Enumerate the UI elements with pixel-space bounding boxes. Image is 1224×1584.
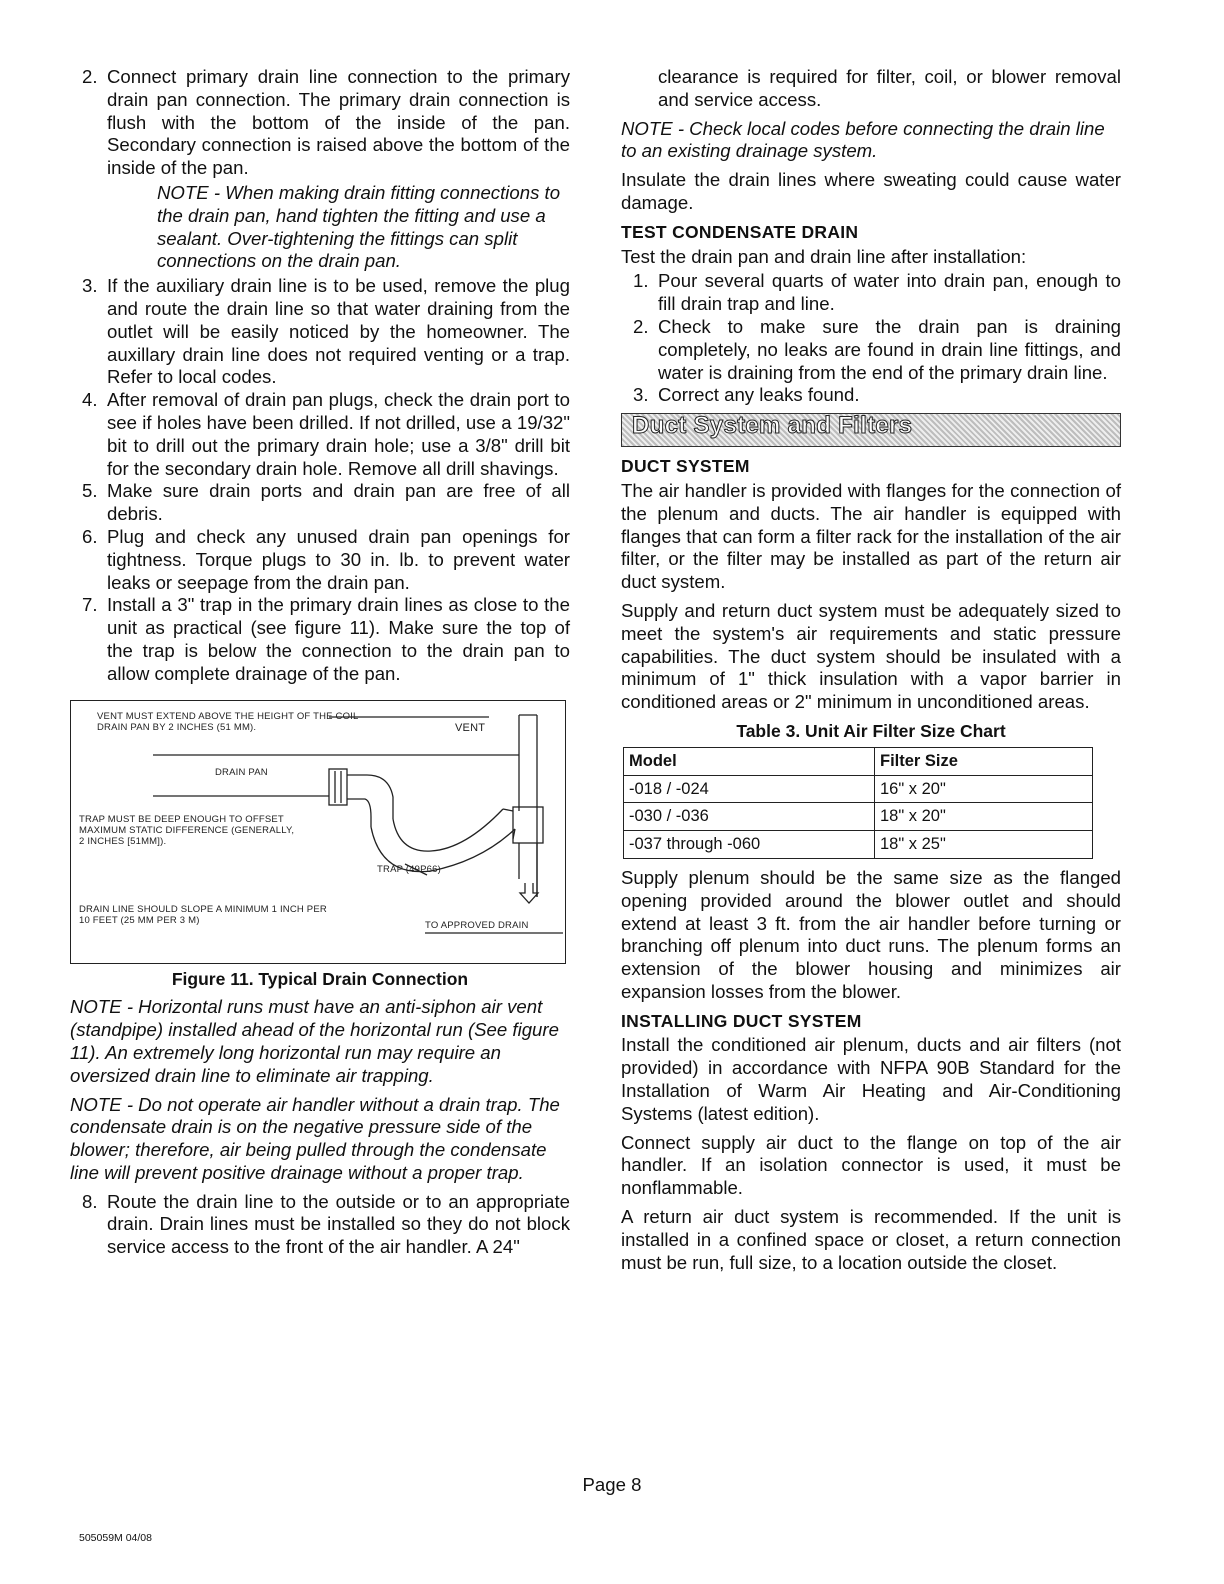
install-paragraph-2: Connect supply air duct to the flange on top of the air handler. If an isolation connector is used, it must be nonflammable. (621, 1131, 1121, 1199)
section-banner (621, 413, 1121, 447)
section-banner-title: Duct System and Filters (632, 412, 913, 440)
list-item: 5. Make sure drain ports and drain pan are free of all debris. (82, 480, 570, 525)
step-text: Check to make sure the drain pan is draining completely, no leaks are found in drain line fittings, and water is draining from the end of the primary drain line. (658, 315, 1121, 383)
step-text: If the auxiliary drain line is to be used, remove the plug and route the drain line so that water draining from the outlet will be easily noticed by the homeowner. The auxillary drain line does not required venting or a trap. Refer to local codes. (107, 275, 570, 388)
fitting-note: NOTE - When making drain fitting connections to the drain pan, hand tighten the fitting and use a sealant. Over-tightening the fittings can split connections on the drain pan. (157, 181, 561, 272)
install-paragraph-1: Install the conditioned air plenum, ducts and air filters (not provided) in accordance with NFPA 90B Standard for the Installation of Warm Air Heating and Air-Conditioning Systems (latest edition). (621, 1034, 1121, 1124)
step-8-continuation: clearance is required for filter, coil, or blower removal and service access. (658, 66, 1121, 110)
install-steps-list-continued (70, 1191, 570, 1259)
list-item: 3. If the auxiliary drain line is to be used, remove the plug and route the drain line so that water draining from the outlet will be easily noticed by the homeowner. The auxillary drain line does not required venting or a trap. Refer to local codes. (82, 275, 570, 388)
test-intro: Test the drain pan and drain line after installation: (621, 245, 1027, 267)
plenum-paragraph: Supply plenum should be the same size as the flanged opening provided around the blower outlet and should extend at least 3 ft. from the air handler before turning or branching off plenum into duct runs. The plenum forms an extension of the blower housing and minimizes air expansion losses from the blower. (621, 866, 1121, 1002)
vent-note-line-1: VENT MUST EXTEND ABOVE THE HEIGHT OF THE COIL (97, 710, 359, 722)
column-header-filter-size: Filter Size (875, 747, 1093, 775)
tee-fitting (513, 807, 543, 843)
insulate-paragraph: Insulate the drain lines where sweating could cause water damage. (621, 169, 1121, 213)
list-item: 4. After removal of drain pan plugs, check the drain port to see if holes have been drilled. If not drilled, use a 19/32" bit to drill out the primary drain hole; use a 3/8" drill bit for the secondary drain hole. Remove all drill shavings. (82, 389, 570, 479)
step-text: Make sure drain ports and drain pan are free of all debris. (107, 480, 570, 525)
page-number: Page 8 (582, 1474, 642, 1495)
table-title: Table 3. Unit Air Filter Size Chart (736, 720, 1006, 741)
step-text: Route the drain line to the outside or to an appropriate drain. Drain lines must be installed so they do not block service access to the front of the air handler. A 24" (107, 1190, 570, 1258)
model-cell: -030 / -036 (624, 803, 875, 831)
trap-curve-outer (393, 809, 503, 851)
elbow-inner (347, 799, 371, 827)
list-item: 8. Route the drain line to the outside or to an appropriate drain. Drain lines must be installed so they do not block service access to the front of the air handler. A 24" (82, 1190, 570, 1258)
right-column (621, 66, 1121, 1280)
drain-connection-drawing (71, 701, 565, 963)
duct-paragraph-2: Supply and return duct system must be adequately sized to meet the system's air requirements and static pressure capabilities. The duct system should be insulated with a minimum of 1" thick insulation with a vapor barrier in conditioned areas or 2" minimum in unconditioned areas. (621, 599, 1121, 713)
table-row (624, 831, 1093, 859)
model-cell: -018 / -024 (624, 775, 875, 803)
table-row (624, 775, 1093, 803)
trap-note-line-2: MAXIMUM STATIC DIFFERENCE (GENERALLY, (79, 824, 295, 836)
drain-trap-note: NOTE - Do not operate air handler without a drain trap. The condensate drain is on the negative pressure side of the blower; therefore, air being pulled through the condensate line will prevent positive drainage without a proper trap. (70, 1093, 560, 1183)
pan-fitting (329, 769, 347, 805)
duct-paragraph-1: The air handler is provided with flanges for the connection of the plenum and ducts. The air handler is equipped with flanges that can form a filter rack for the installation of the air filter, or the filter may be installed as part of the return air duct system. (621, 479, 1121, 593)
duct-system-heading: DUCT SYSTEM (621, 456, 750, 477)
step-text: Plug and check any unused drain pan openings for tightness. Torque plugs to 30 in. lb. to prevent water leaks or seepage from the drain pan. (107, 525, 570, 593)
model-cell: -037 through -060 (624, 831, 875, 859)
vent-label: VENT (455, 721, 486, 734)
slope-note-line-2: 10 FEET (25 MM PER 3 M) (79, 914, 200, 926)
trap-note-line-3: 2 INCHES [51MM]). (79, 835, 167, 847)
list-item: 2. Check to make sure the drain pan is draining completely, no leaks are found in drain line fittings, and water is draining from the end of the primary drain line. (633, 315, 1121, 383)
test-condensate-heading: TEST CONDENSATE DRAIN (621, 221, 859, 242)
approved-drain-label: TO APPROVED DRAIN (425, 919, 529, 931)
test-steps-list (621, 270, 1121, 407)
filter-size-table (623, 747, 1093, 859)
step-text: After removal of drain pan plugs, check the drain port to see if holes have been drilled. If not drilled, use a 19/32" bit to drill out the primary drain hole; use a 3/8" drill bit for the secondary drain hole. Remove all drill shavings. (107, 389, 570, 479)
drain-arrow-icon (520, 883, 538, 903)
drain-pan-label: DRAIN PAN (215, 766, 268, 778)
step-text: Correct any leaks found. (658, 384, 860, 406)
filter-size-cell: 18" x 25" (875, 831, 1093, 859)
elbow-outer (347, 775, 393, 819)
table-header-row (624, 747, 1093, 775)
step-text: Pour several quarts of water into drain pan, enough to fill drain trap and line. (658, 270, 1121, 315)
trap-note-line-1: TRAP MUST BE DEEP ENOUGH TO OFFSET (79, 813, 284, 825)
installing-duct-heading: INSTALLING DUCT SYSTEM (621, 1010, 862, 1031)
list-item: 1. Pour several quarts of water into drain pan, enough to fill drain trap and line. (633, 270, 1121, 315)
vent-note-line-2: DRAIN PAN BY 2 INCHES (51 MM). (97, 721, 257, 733)
trap-label: TRAP (49P66) (377, 863, 442, 875)
figure-caption: Figure 11. Typical Drain Connection (171, 968, 469, 989)
column-header-model: Model (624, 747, 875, 775)
slope-note-line-1: DRAIN LINE SHOULD SLOPE A MINIMUM 1 INCH PER (79, 903, 327, 915)
install-paragraph-3: A return air duct system is recommended. If the unit is installed in a confined space or closet, a return connection must be run, full size, to a location outside the closet. (621, 1206, 1121, 1273)
step-text: Connect primary drain line connection to the primary drain pan connection. The primary drain connection is flush with the bottom of the inside of the pan. Secondary connection is raised above the bottom of the inside of the pan. (107, 66, 570, 179)
install-steps-list (70, 66, 570, 686)
list-item: 2. Connect primary drain line connection to the primary drain pan connection. The primary drain connection is flush with the bottom of the inside of the pan. Secondary connection is raised above the bottom of the inside of the pan. NOTE - When making drain fitting connections to the drain pan, hand tighten the fitting and use a sealant. Over-tightening the fittings can split connections on the drain pan. (82, 66, 570, 272)
drain-connection-figure (70, 700, 566, 964)
table-row (624, 803, 1093, 831)
document-code: 505059M 04/08 (79, 1532, 152, 1544)
horizontal-run-note: NOTE - Horizontal runs must have an anti-siphon air vent (standpipe) installed ahead of the horizontal run (See figure 11). An extremely long horizontal run may require an oversized drain line to eliminate air trapping. (70, 996, 559, 1086)
left-column (70, 66, 570, 1259)
list-item: 6. Plug and check any unused drain pan openings for tightness. Torque plugs to 30 in. lb. to prevent water leaks or seepage from the drain pan. (82, 525, 570, 593)
list-item: 7. Install a 3" trap in the primary drain lines as close to the unit as practical (see figure 11). Make sure the top of the trap is below the connection to the drain pan to allow complete drainage of the pan. (82, 594, 570, 684)
filter-size-cell: 18" x 20" (875, 803, 1093, 831)
list-item: 3. Correct any leaks found. (621, 384, 1121, 407)
filter-size-cell: 16" x 20" (875, 775, 1093, 803)
local-codes-note: NOTE - Check local codes before connecting the drain line to an existing drainage system. (621, 117, 1105, 162)
step-text: Install a 3" trap in the primary drain lines as close to the unit as practical (see figure 11). Make sure the top of the trap is below the connection to the drain pan to allow complete drainage of the pan. (107, 594, 570, 684)
